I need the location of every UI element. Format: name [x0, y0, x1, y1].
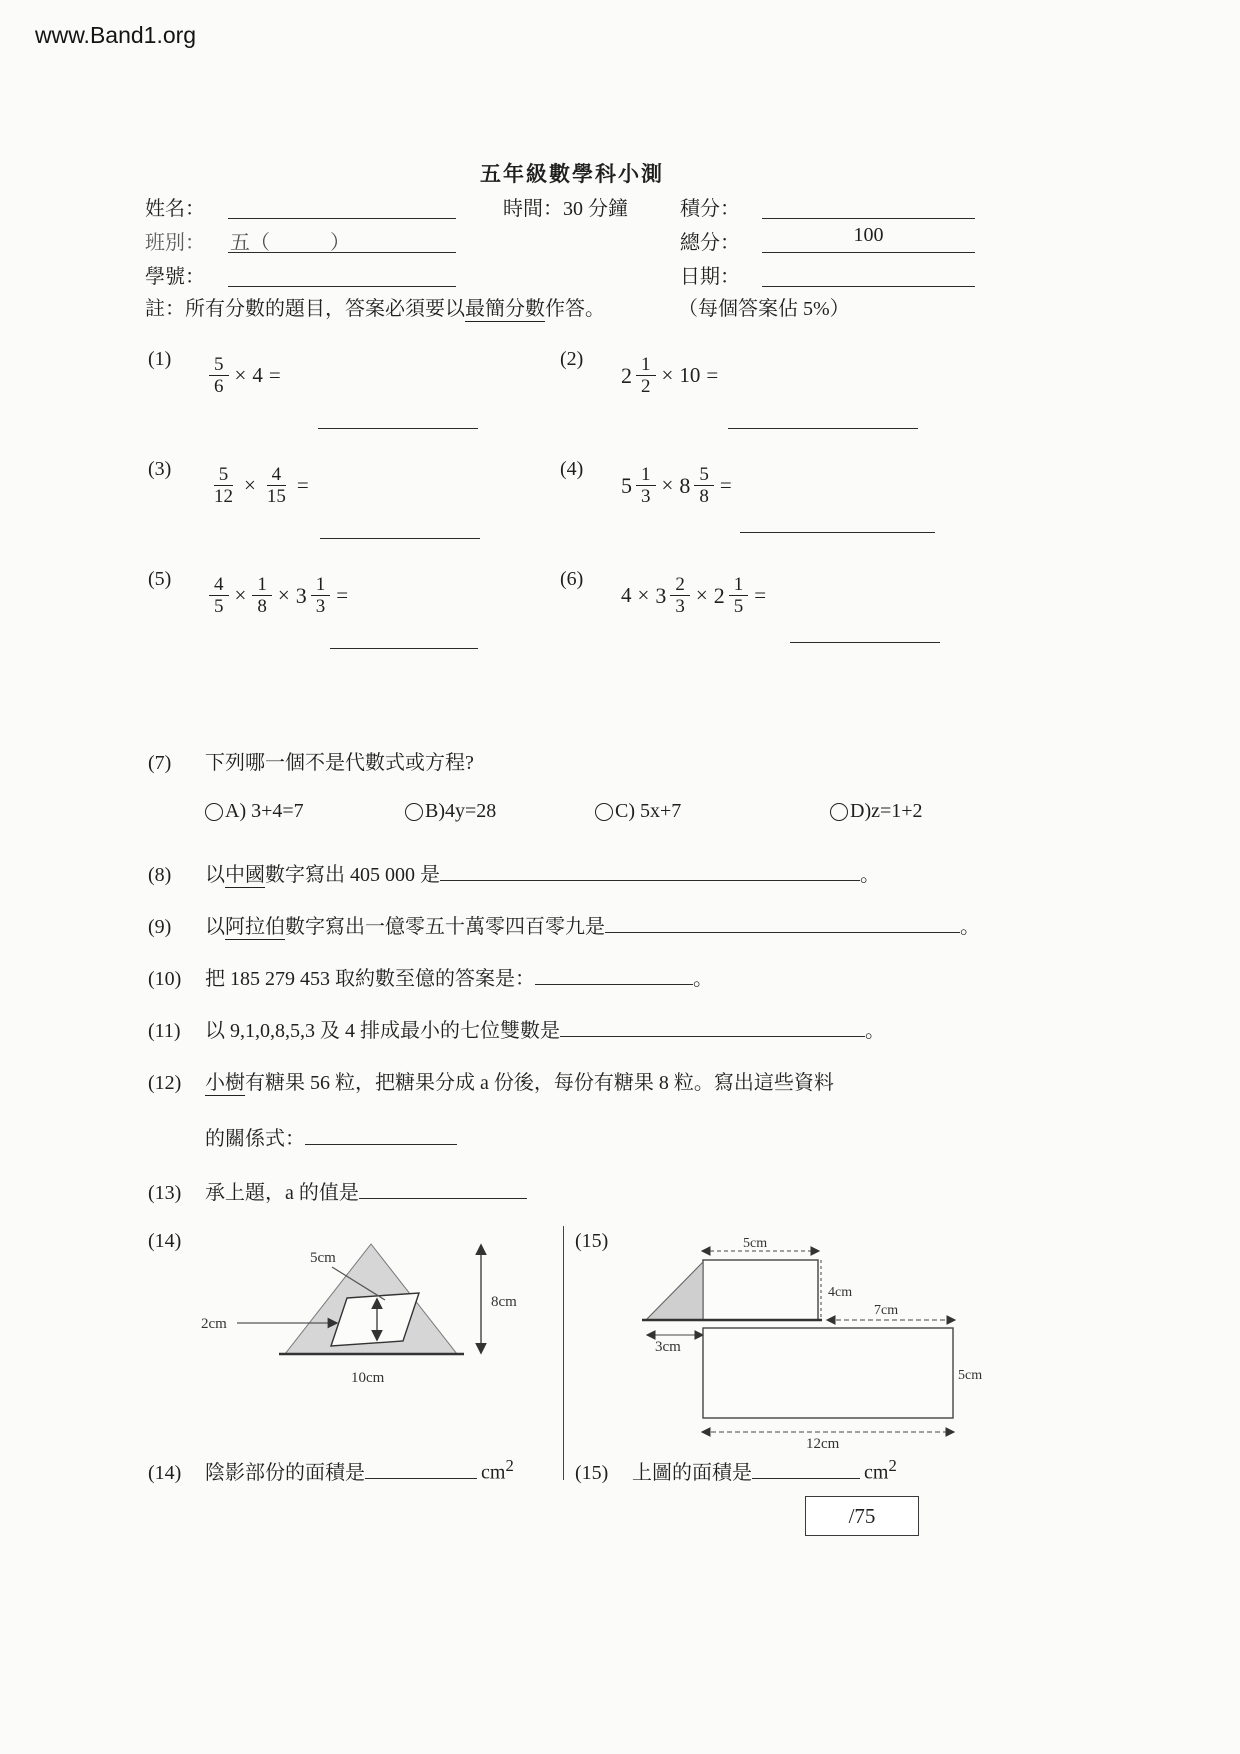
question-number: (5)	[148, 568, 172, 590]
label-5cm: 5cm	[310, 1250, 336, 1266]
fraction: $\frac{1}{3}$	[311, 574, 331, 618]
label-10cm: 10cm	[351, 1370, 385, 1386]
student-no-label: 學號：	[145, 266, 205, 288]
radio-circle-icon[interactable]	[830, 803, 848, 821]
question-number: (14)	[148, 1462, 182, 1484]
math-expression: 5 $\frac{1}{3}$ × 8 $\frac{5}{8}$ =	[621, 464, 732, 508]
question-text	[205, 1122, 457, 1151]
answer-blank[interactable]	[535, 963, 693, 985]
radio-circle-icon[interactable]	[595, 803, 613, 821]
marks-label: 積分：	[680, 198, 740, 220]
instruction-note	[145, 292, 605, 321]
unit-label: $cm^2$	[481, 1456, 514, 1484]
note-underlined: 最簡分數	[465, 298, 545, 320]
option-b[interactable]	[405, 800, 595, 823]
option-c-label: C) 5x+7	[615, 800, 682, 822]
class-label: 班別：	[145, 232, 205, 254]
question-text	[205, 1014, 885, 1043]
answer-blank[interactable]	[359, 1177, 527, 1199]
question-text-segment: 數字寫出 405 000 是	[265, 864, 440, 886]
fraction: $\frac{5}{12}$	[214, 464, 233, 508]
marks-input-line[interactable]	[762, 218, 975, 219]
answer-blank[interactable]	[560, 1015, 865, 1037]
underlined-text: 小樹	[205, 1072, 245, 1094]
question-12	[148, 1066, 834, 1095]
question-1	[148, 348, 284, 398]
fraction: $\frac{1}{8}$	[252, 574, 272, 618]
class-input-line[interactable]	[228, 252, 456, 253]
score-value: /75	[848, 1503, 876, 1528]
fraction: $\frac{4}{15}$	[266, 464, 286, 508]
math-expression: 2 $\frac{1}{2}$ × 10 =	[621, 354, 719, 398]
question-number: (10)	[148, 968, 182, 990]
total-value: 100	[853, 224, 884, 246]
question-text-segment: 。	[865, 1020, 885, 1042]
note-prefix: 註：所有分數的題目，答案必須要以	[145, 298, 465, 320]
student-no-input-line[interactable]	[228, 286, 456, 287]
math-expression: 4 × 3 $\frac{2}{3}$ × 2 $\frac{1}{5}$ =	[621, 574, 767, 618]
question-text-segment: 承上題，a 的值是	[205, 1182, 359, 1204]
radio-circle-icon[interactable]	[205, 803, 223, 821]
question-text-segment: 。	[860, 864, 880, 886]
question-text	[205, 858, 880, 887]
answer-line-q3[interactable]	[320, 538, 480, 539]
question-12-line2	[205, 1122, 457, 1151]
question-10	[148, 962, 713, 991]
question-text	[205, 1066, 834, 1095]
question-11	[148, 1014, 885, 1043]
question-number: (12)	[148, 1072, 182, 1094]
answer-line-q5[interactable]	[330, 648, 478, 649]
option-b-label: B)4y=28	[425, 800, 497, 822]
underlined-text: 阿拉伯	[225, 916, 285, 938]
note-paren: （每個答案佔 5%）	[678, 298, 850, 320]
question-number: (3)	[148, 458, 172, 480]
question-text: 下列哪一個不是代數式或方程?	[205, 752, 474, 774]
question-number: (8)	[148, 864, 172, 886]
fraction: $\frac{1}{3}$	[636, 464, 656, 508]
question-number: (1)	[148, 348, 172, 370]
question-7-options	[205, 800, 995, 823]
fraction: $\frac{4}{5}$	[209, 574, 229, 618]
question-number: (13)	[148, 1182, 182, 1204]
answer-blank[interactable]	[365, 1457, 477, 1479]
option-c[interactable]	[595, 800, 830, 823]
question-number: (15)	[575, 1462, 609, 1484]
page-title: 五年級數學科小測	[480, 162, 664, 186]
question-2	[560, 348, 721, 398]
answer-blank[interactable]	[440, 859, 860, 881]
fraction: $\frac{1}{5}$	[729, 574, 749, 618]
name-label: 姓名：	[145, 198, 205, 220]
question-3	[148, 458, 312, 508]
math-expression: $\frac{5}{6}$ × 4 =	[206, 354, 284, 398]
answer-text: 陰影部份的面積是	[205, 1462, 365, 1484]
fraction: $\frac{5}{8}$	[694, 464, 714, 508]
label-12cm: 12cm	[806, 1436, 840, 1452]
answer-blank[interactable]	[305, 1123, 457, 1145]
question-13	[148, 1176, 527, 1205]
fraction: $\frac{5}{6}$	[209, 354, 229, 398]
date-label: 日期：	[680, 266, 740, 288]
question-4	[560, 458, 735, 508]
question-9	[148, 910, 980, 939]
site-watermark: www.Band1.org	[35, 22, 197, 48]
question-14-number: (14)	[148, 1230, 182, 1252]
lower-rectangle	[703, 1328, 953, 1418]
question-number: (2)	[560, 348, 584, 370]
date-input-line[interactable]	[762, 286, 975, 287]
answer-line-q2[interactable]	[728, 428, 918, 429]
label-7cm: 7cm	[874, 1303, 899, 1318]
answer-line-q4[interactable]	[740, 532, 935, 533]
label-3cm: 3cm	[655, 1339, 681, 1355]
option-a-label: A) 3+4=7	[225, 800, 304, 822]
question-15-number: (15)	[575, 1230, 609, 1252]
question-text-segment: 有糖果 56 粒，把糖果分成 a 份後，每份有糖果 8 粒。寫出這些資料	[245, 1072, 834, 1094]
label-4cm: 4cm	[828, 1285, 853, 1300]
column-divider	[563, 1226, 564, 1480]
score-box	[805, 1496, 919, 1536]
shaded-triangle	[646, 1262, 703, 1320]
option-a[interactable]	[205, 800, 405, 823]
question-text-segment: 。	[693, 968, 713, 990]
question-text-segment: 的關係式：	[205, 1128, 305, 1150]
answer-text: 上圖的面積是	[632, 1462, 752, 1484]
math-expression: $\frac{4}{5}$ × $\frac{1}{8}$ × 3 $\frac{1}{3}$ =	[206, 574, 351, 618]
underlined-text: 中國	[225, 864, 265, 886]
question-number: (9)	[148, 916, 172, 938]
question-5	[148, 568, 351, 618]
label-2cm: 2cm	[201, 1316, 227, 1332]
note-suffix: 作答。	[545, 298, 605, 320]
question-text	[205, 962, 713, 991]
question-15-answer-row	[575, 1456, 897, 1485]
radio-circle-icon[interactable]	[405, 803, 423, 821]
answer-blank[interactable]	[752, 1457, 860, 1479]
question-text-segment: 以	[205, 916, 225, 938]
question-number: (7)	[148, 752, 172, 774]
question-8	[148, 858, 880, 887]
option-d[interactable]	[830, 800, 923, 823]
total-label: 總分：	[680, 232, 740, 254]
q15-figure-composite-shape	[628, 1238, 988, 1453]
question-text-segment: 把 185 279 453 取約數至億的答案是：	[205, 968, 535, 990]
answer-blank[interactable]	[605, 911, 960, 933]
question-text	[205, 910, 980, 939]
question-text-segment: 數字寫出一億零五十萬零四百零九是	[285, 916, 605, 938]
fraction: $\frac{2}{3}$	[670, 574, 690, 618]
class-value: 五（ ）	[230, 232, 350, 254]
math-expression: $\frac{5}{12}$ × $\frac{4}{15}$ =	[206, 464, 312, 508]
fraction: $\frac{1}{2}$	[636, 354, 656, 398]
question-text-segment: 以 9,1,0,8,5,3 及 4 排成最小的七位雙數是	[205, 1020, 560, 1042]
answer-line-q6[interactable]	[790, 642, 940, 643]
name-input-line[interactable]	[228, 218, 456, 219]
upper-rectangle	[703, 1260, 818, 1320]
q14-figure-triangle-with-parallelogram	[185, 1238, 530, 1428]
question-text	[205, 1176, 527, 1205]
unit-label: $cm^2$	[864, 1456, 897, 1484]
option-d-label: D)z=1+2	[850, 800, 923, 822]
label-5cm-top: 5cm	[743, 1238, 768, 1251]
question-text-segment: 。	[960, 916, 980, 938]
question-7	[148, 746, 474, 775]
question-text-segment: 以	[205, 864, 225, 886]
total-input-line[interactable]	[762, 252, 975, 253]
question-number: (6)	[560, 568, 584, 590]
answer-line-q1[interactable]	[318, 428, 478, 429]
question-6	[560, 568, 769, 618]
question-14-answer-row	[148, 1456, 514, 1485]
time-label: 時間：30 分鐘	[503, 198, 628, 220]
label-5cm-side: 5cm	[958, 1368, 983, 1383]
label-8cm: 8cm	[491, 1294, 517, 1310]
question-number: (11)	[148, 1020, 181, 1042]
question-number: (4)	[560, 458, 584, 480]
